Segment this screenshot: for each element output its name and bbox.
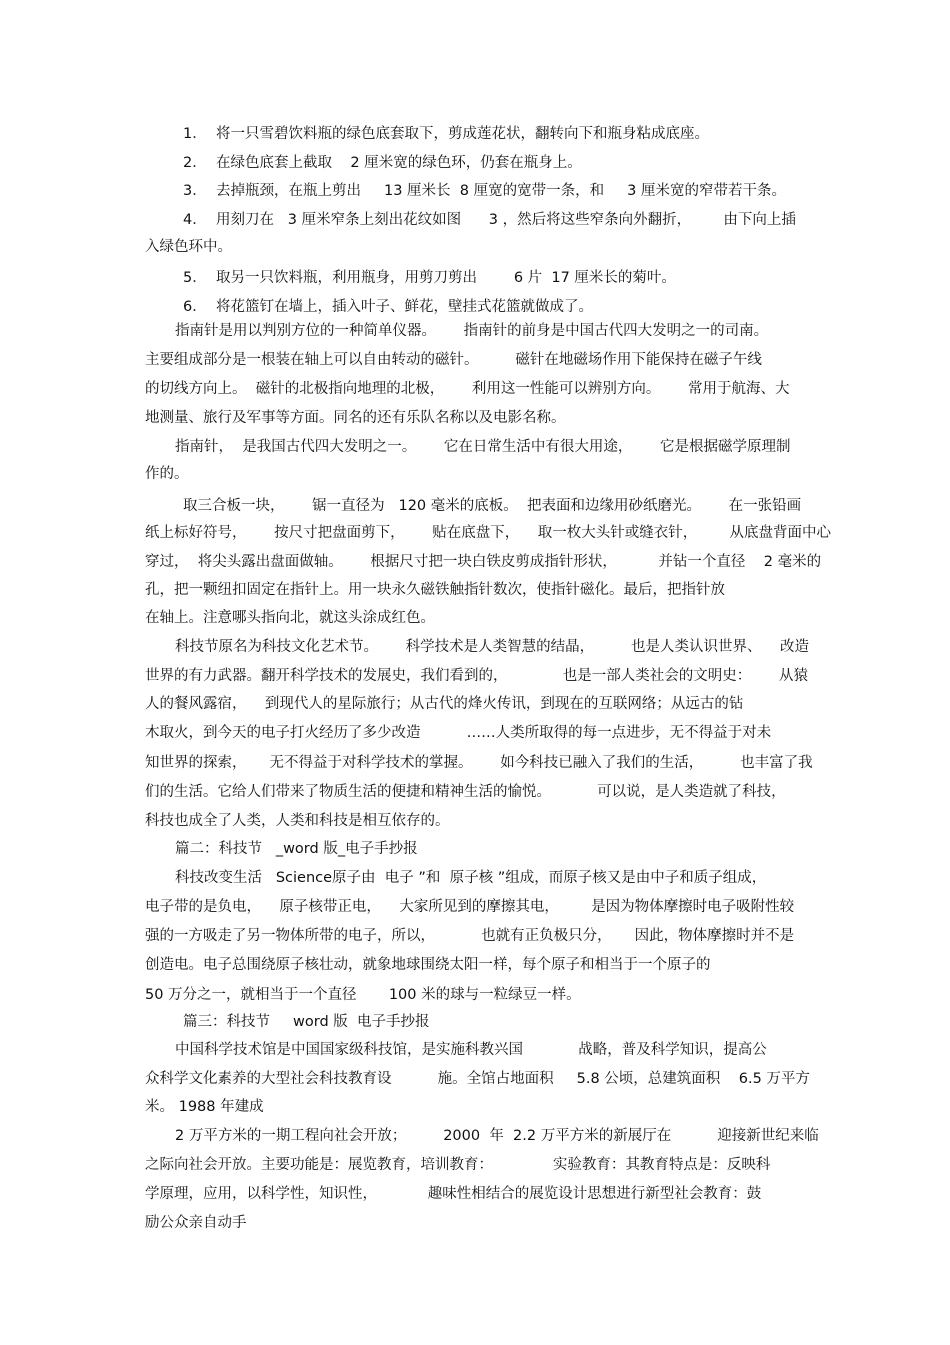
paragraph-line: 中国科学技术馆是中国国家级科技馆，是实施科教兴国 战略，普及科学知识，提高公 (175, 1042, 767, 1058)
paragraph-line: 取三合板一块， 锯一直径为 120 毫米的底板。 把表面和边缘用砂纸磨光。 在一张铅画 (183, 498, 802, 514)
paragraph-line: 科技也成全了人类，人类和科技是相互依存的。 (145, 813, 450, 829)
paragraph-line: 励公众亲自动手 (145, 1215, 247, 1231)
paragraph-line: 指南针是用以判别方位的一种简单仪器。 指南针的前身是中国古代四大发明之一的司南。 (175, 323, 769, 339)
list-item: 4． 用刻刀在 3 厘米窄条上刻出花纹如图 3 ，然后将这些窄条向外翻折， 由下向上插 (183, 212, 796, 228)
paragraph-line: 世界的有力武器。翻开科学技术的发展史，我们看到的， 也是一部人类社会的文明史： 从猿 (145, 668, 808, 684)
paragraph-line: 众科学文化素养的大型社会科技教育设 施。全馆占地面积 5.8 公顷，总建筑面积 6.5 万平方 (145, 1071, 810, 1087)
text-line: 入绿色环中。 (145, 239, 232, 255)
paragraph-line: 主要组成部分是一根装在轴上可以自由转动的磁针。 磁针在地磁场作用下能保持在磁子午线 (145, 352, 762, 368)
paragraph-line: 作的。 (145, 466, 189, 482)
paragraph-line: 指南针， 是我国古代四大发明之一。 它在日常生活中有很大用途， 它是根据磁学原理制 (175, 439, 791, 455)
list-item: 6． 将花篮钉在墙上，插入叶子、鲜花，壁挂式花篮就做成了。 (183, 299, 593, 315)
list-item: 3． 去掉瓶颈，在瓶上剪出 13 厘米长 8 厘宽的宽带一条，和 3 厘米宽的窄带若干条。 (183, 183, 786, 199)
paragraph-line: 穿过， 将尖头露出盘面做轴。 根据尺寸把一块白铁皮剪成指针形状， 并钻一个直径 2 毫米的 (145, 554, 822, 570)
paragraph-line: 的切线方向上。 磁针的北极指向地理的北极， 利用这一性能可以辨别方向。 常用于航海、大 (145, 381, 790, 397)
list-item: 2． 在绿色底套上截取 2 厘米宽的绿色环，仍套在瓶身上。 (183, 155, 582, 171)
paragraph-line: 2 万平方米的一期工程向社会开放； 2000 年 2.2 万平方米的新展厅在 迎接新世纪来临 (175, 1128, 819, 1144)
list-item: 1． 将一只雪碧饮料瓶的绿色底套取下，剪成莲花状，翻转向下和瓶身粘成底座。 (183, 126, 709, 142)
paragraph-line: 地测量、旅行及军事等方面。同名的还有乐队名称以及电影名称。 (145, 410, 566, 426)
paragraph-line: 创造电。电子总围绕原子核壮动，就象地球围绕太阳一样，每个原子和相当于一个原子的 (145, 957, 711, 973)
paragraph-line: 科技节原名为科技文化艺术节。 科学技术是人类智慧的结晶， 也是人类认识世界、 改造 (175, 639, 809, 655)
paragraph-line: 之际向社会开放。主要功能是：展览教育，培训教育： 实验教育：其教育特点是：反映科 (145, 1157, 771, 1173)
paragraph-line: 人的餐风露宿， 到现代人的星际旅行；从古代的烽火传讯，到现在的互联网络；从远古的钻 (145, 696, 744, 712)
paragraph-line: 知世界的探索， 无不得益于对科学技术的掌握。 如今科技已融入了我们的生活， 也丰富了我 (145, 755, 813, 771)
paragraph-line: 纸上标好符号， 按尺寸把盘面剪下， 贴在底盘下， 取一枚大头针或缝衣针， 从底盘背面中心 (145, 525, 832, 541)
paragraph-line: 电子带的是负电， 原子核带正电， 大家所见到的摩擦其电， 是因为物体摩擦时电子吸附性较 (145, 899, 795, 915)
list-item: 5． 取另一只饮料瓶，利用瓶身，用剪刀剪出 6 片 17 厘米长的菊叶。 (183, 270, 676, 286)
section-heading: 篇二：科技节 _word 版_电子手抄报 (175, 841, 418, 857)
paragraph-line: 孔，把一颗纽扣固定在指针上。用一块永久磁铁触指针数次，使指针磁化。最后，把指针放 (145, 582, 725, 598)
paragraph-line: 们的生活。它给人们带来了物质生活的便捷和精神生活的愉悦。 可以说，是人类造就了科技， (145, 784, 786, 800)
paragraph-line: 米。 1988 年建成 (145, 1099, 264, 1115)
paragraph-line: 木取火，到今天的电子打火经历了多少改造 ……人类所取得的每一点进步，无不得益于对未 (145, 725, 772, 741)
paragraph-line: 科技改变生活 Science原子由 电子 ”和 原子核 ”组成，而原子核又是由中子和质子组成， (175, 870, 767, 886)
paragraph-line: 强的一方吸走了另一物体所带的电子，所以， 也就有正负极只分， 因此，物体摩擦时并不是 (145, 928, 795, 944)
paragraph-line: 在轴上。注意哪头指向北，就这头涂成红色。 (145, 610, 435, 626)
paragraph-line: 50 万分之一，就相当于一个直径 100 米的球与一粒绿豆一样。 (145, 987, 581, 1003)
paragraph-line: 学原理，应用，以科学性，知识性， 趣味性相结合的展览设计思想进行新型社会教育：鼓 (145, 1186, 762, 1202)
section-heading: 篇三：科技节 word 版 电子手抄报 (183, 1014, 430, 1030)
